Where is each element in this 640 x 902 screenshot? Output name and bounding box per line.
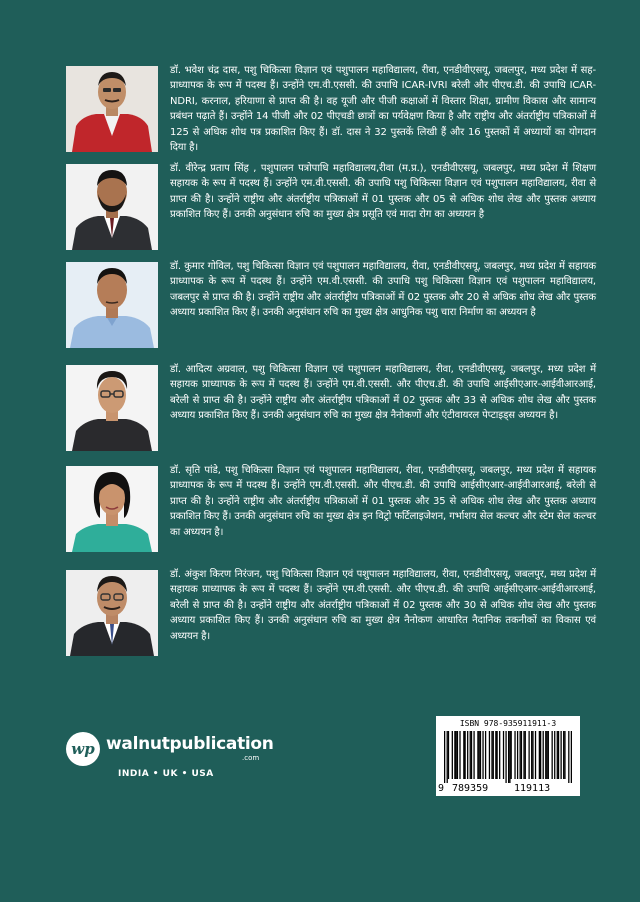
barcode-bar: [521, 731, 522, 779]
barcode-bar: [520, 731, 521, 779]
barcode-bar: [489, 731, 490, 779]
author-bio-text: डॉ. वीरेन्द्र प्रताप सिंह , पशुपालन पत्रोपाधि महाविद्यालय,रीवा (म.प्र.), एनडीवीएसयू, जबलपुर, मध्य प्रदेश में शिक्षण सहायक के रूप में पदस्थ हैं। उन्होंने एम.वी.एससी. की उपाधि पशु चिकित्सा विज्ञान एवं पशुपालन महाविद्यालय, रीवा से प्राप्त की है। उन्होंने राष्ट्रीय और अंतर्राष्ट्रीय पत्रिकाओं में 01 पुस्तक और 05 से अधिक शोध लेख और पुस्तक अध्याय प्रकाशित किए हैं। उनकी अनुसंधान रुचि का मुख्य क्षेत्र प्रसूति एवं मादा रोग का अध्ययन है: [170, 163, 596, 221]
barcode-bar: [511, 731, 512, 779]
barcode-bar: [543, 731, 544, 779]
author-photo-bhavesh: [66, 66, 158, 152]
barcode-bar: [456, 731, 457, 779]
barcode-bar: [495, 731, 496, 779]
barcode-bar: [473, 731, 474, 779]
author-bio-text: डॉ. कुमार गोविल, पशु चिकित्सा विज्ञान एवं पशुपालन महाविद्यालय, रीवा, एनडीवीएसयू, जबलपुर, मध्य प्रदेश में सहायक प्राध्यापक के रूप में पदस्थ हैं। उन्होंने एम.वी.एससी. की उपाधि पशु चिकित्सा विज्ञान एवं पशुपालन महाविद्यालय, जबलपुर से प्राप्त की है। उन्होंने राष्ट्रीय और अंतर्राष्ट्रीय पत्रिकाओं में 02 पुस्तक और 20 से अधिक शोध लेख और पुस्तक अध्याय प्रकाशित किए हैं। उनकी अनुसंधान रुचि का मुख्य क्षेत्र आधुनिक पशु चारा निर्माण का अध्ययन है: [170, 261, 596, 319]
barcode-bar: [454, 731, 455, 779]
barcode-bar: [491, 731, 492, 779]
barcode-digits-right: 119113: [514, 783, 551, 794]
barcode-bar: [528, 731, 529, 779]
barcode-bar: [493, 731, 494, 779]
barcode-bar: [448, 731, 449, 779]
barcode-bar: [452, 731, 453, 779]
barcode-bar: [557, 731, 558, 779]
publisher-domain: .com: [242, 754, 260, 762]
barcode-bar: [531, 731, 532, 779]
barcode-bar: [467, 731, 468, 779]
barcode-bar: [496, 731, 497, 779]
barcode-bar: [505, 731, 506, 783]
barcode-bar: [479, 731, 480, 779]
barcode-bar: [539, 731, 540, 779]
barcode-bar: [571, 731, 572, 783]
author-photo-ankush: [66, 570, 158, 656]
barcode-bar: [568, 731, 569, 783]
barcode-bar: [564, 731, 565, 779]
publisher-name: walnutpublication: [106, 734, 274, 754]
barcode-bar: [457, 731, 458, 779]
barcode-bar: [503, 731, 504, 779]
author-photo-virendra: [66, 164, 158, 250]
barcode-bar: [560, 731, 561, 779]
barcode-bar: [525, 731, 526, 779]
author-bio-text: डॉ. सृति पांडे, पशु चिकित्सा विज्ञान एवं पशुपालन महाविद्यालय, रीवा, एनडीवीएसयू, जबलपुर, मध्य प्रदेश में सहायक प्राध्यापक के रूप में पदस्थ हैं। उन्होंने एम.वी.एससी. और पीएच.डी. की उपाधि आईसीएआर-आईवीआरआई, बरेली से प्राप्त की है। उन्होंने राष्ट्रीय और अंतर्राष्ट्रीय पत्रिकाओं में 01 पुस्तक और 35 से अधिक शोध लेख और पुस्तक अध्याय प्रकाशित किए हैं। उनकी अनुसंधान रुचि का मुख्य क्षेत्र इन विट्रो फर्टिलाइजेशन, गर्भाशय सेल कल्चर और स्टेम सेल कल्चर का अध्ययन है।: [170, 465, 596, 538]
barcode-bar: [508, 731, 509, 783]
barcode-bar: [554, 731, 555, 779]
barcode-bar: [540, 731, 541, 779]
barcode-bar: [464, 731, 465, 779]
author-photo-kumar: [66, 262, 158, 348]
barcode-bar: [485, 731, 486, 779]
barcode-digit-first: 9: [438, 783, 445, 794]
barcode-bar: [514, 731, 515, 779]
barcode-bar: [558, 731, 559, 779]
barcode-bar: [552, 731, 553, 779]
author-bio-text: डॉ. भवेश चंद्र दास, पशु चिकित्सा विज्ञान एवं पशुपालन महाविद्यालय, रीवा, एनडीवीएसयू, जबलपुर, मध्य प्रदेश में सह-प्राध्यापक के रूप में पदस्थ हैं। उन्होंने एम.वी.एससी. की उपाधि ICAR-IVRI बरेली और पीएच.डी. की उपाधि ICAR-NDRI, करनाल, हरियाणा से प्राप्त की है। वह यूजी और पीजी कक्षाओं में विस्तार शिक्षा, ग्रामीण विकास और सामान्य प्रबंधन पढ़ाते हैं। उन्होंने 14 पीजी और 02 पीएचडी छात्रों का पर्यवेक्षण किया है और राष्ट्रीय और अंतर्राष्ट्रीय पत्रिकाओं में 125 से अधिक शोध पत्र प्रकाशित किए हैं। डॉ. दास ने 32 पुस्तकें लिखी हैं और 16 पुस्तकों में अध्यायों का योगदान दिया है।: [170, 65, 596, 154]
barcode-bar: [480, 731, 481, 779]
barcode-bar: [447, 731, 448, 783]
barcode-bar: [471, 731, 472, 779]
barcode-bar: [509, 731, 510, 783]
barcode-bar: [546, 731, 547, 779]
author-bio-text: डॉ. अंकुश किरण निरंजन, पशु चिकित्सा विज्ञान एवं पशुपालन महाविद्यालय, रीवा, एनडीवीएसयू, जबलपुर, मध्य प्रदेश में सहायक प्राध्यापक के रूप में पदस्थ हैं। उन्होंने एम.वी.एससी. और पीएच.डी. की उपाधि आईसीएआर-आईवीआरआई, बरेली से प्राप्त की है। उन्होंने राष्ट्रीय और अंतर्राष्ट्रीय पत्रिकाओं में 02 पुस्तक और 30 से अधिक शोध लेख और पुस्तक अध्याय प्रकाशित किए हैं। उनकी अनुसंधान रुचि का मुख्य क्षेत्र नैनोकण आधारित नैदानिक तकनीकों का विकास एवं अध्ययन है।: [170, 569, 596, 642]
barcode-bars: [444, 731, 572, 783]
isbn-label: ISBN 978-935911911-3: [459, 719, 557, 728]
barcode-bar: [463, 731, 464, 779]
barcode-digits-left: 789359: [452, 783, 489, 794]
barcode-bar: [477, 731, 478, 779]
isbn-barcode: [436, 716, 580, 796]
walnut-logo-icon: wp: [66, 732, 100, 766]
publisher-regions: INDIA • UK • USA: [118, 769, 214, 779]
barcode-bar: [523, 731, 524, 779]
barcode-bar: [535, 731, 536, 779]
barcode-bar: [459, 731, 460, 779]
barcode-bar: [563, 731, 564, 779]
author-photo-sruti: [66, 466, 158, 552]
barcode-bar: [532, 731, 533, 779]
barcode-bar: [482, 731, 483, 779]
barcode-bar: [548, 731, 549, 779]
author-photo-aditya: [66, 365, 158, 451]
barcode-bar: [499, 731, 500, 779]
barcode-bar: [545, 731, 546, 779]
barcode-bar: [444, 731, 445, 783]
publisher-logo: [66, 732, 286, 788]
barcode-bar: [470, 731, 471, 779]
author-bio-text: डॉ. आदित्य अग्रवाल, पशु चिकित्सा विज्ञान एवं पशुपालन महाविद्यालय, रीवा, एनडीवीएसयू, जबलपुर, मध्य प्रदेश में सहायक प्राध्यापक के रूप में पदस्थ हैं। उन्होंने एम.वी.एससी. और पीएच.डी. की उपाधि आईसीएआर-आईवीआरआई, बरेली से प्राप्त की है। उन्होंने राष्ट्रीय और अंतर्राष्ट्रीय पत्रिकाओं में 02 पुस्तक और 33 से अधिक शोध लेख और पुस्तक अध्याय प्रकाशित किए हैं। उनकी अनुसंधान रुचि का मुख्य क्षेत्र नैनोकणों और एंटीवायरल पेप्टाइड्स अध्ययन है।: [170, 364, 596, 422]
barcode-bar: [517, 731, 518, 779]
